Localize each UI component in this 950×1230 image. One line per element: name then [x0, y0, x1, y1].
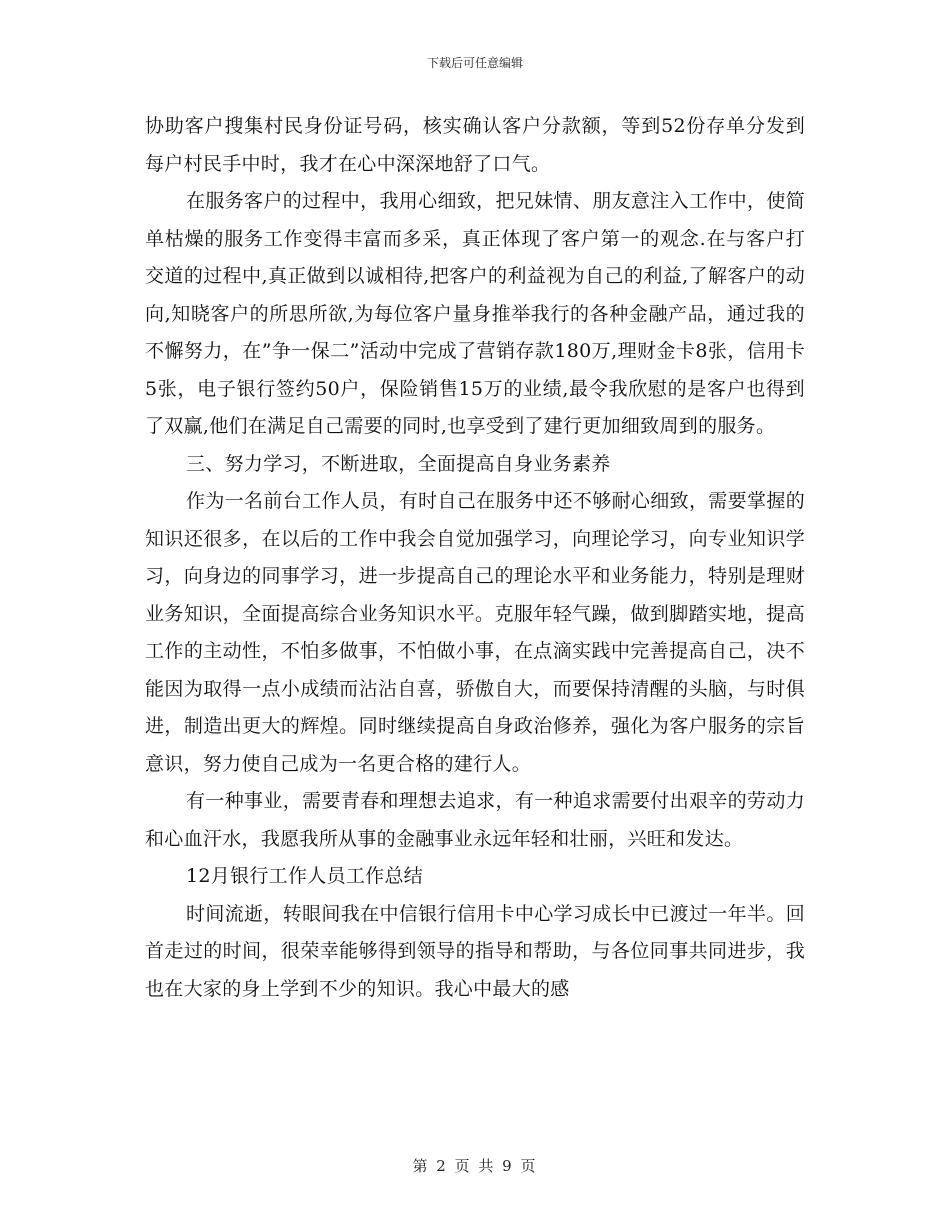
paragraph-customer-service: 在服务客户的过程中，我用心细致，把兄妹情、朋友意注入工作中，使简单枯燥的服务工作变得丰富而多采，真正体现了客户第一的观念.在与客户打交道的过程中,真正做到以诚相待,把客户的利益视为自己的利益,了解客户的动向,知晓客户的所思所欲,为每位客户量身推举我行的各种金融产品，通过我的不懈努力，在”争一保二”活动中完成了营销存款180万,理财金卡8张，信用卡5张，电子银行签约50户，保险销售15万的业绩,最令我欣慰的是客户也得到了双赢,他们在满足自己需要的同时,也享受到了建行更加细致周到的服务。 — [145, 190, 805, 437]
document-body — [145, 108, 805, 1008]
paragraph-self-improvement: 作为一名前台工作人员，有时自己在服务中还不够耐心细致，需要掌握的知识还很多，在以后的工作中我会自觉加强学习，向理论学习，向专业知识学习，向身边的同事学习，进一步提高自己的理论水平和业务能力，特别是理财业务知识，全面提高综合业务知识水平。克服年轻气躁，做到脚踏实地，提高工作的主动性，不怕多做事，不怕做小事，在点滴实践中完善提高自己，决不能因为取得一点小成绩而沾沾自喜，骄傲自大，而要保持清醒的头脑，与时俱进，制造出更大的辉煌。同时继续提高自身政治修养，强化为客户服务的宗旨意识，努力使自己成为一名更合格的建行人。 — [145, 490, 805, 775]
section-heading-study: 三、努力学习，不断进取，全面提高自身业务素养 — [186, 452, 611, 475]
paragraph-career-aspiration: 有一种事业，需要青春和理想去追求，有一种追求需要付出艰辛的劳动力和心血汗水，我愿我所从事的金融事业永远年轻和壮丽，兴旺和发达。 — [145, 790, 805, 850]
page-number: 第 2 页 共 9 页 — [412, 1157, 538, 1175]
paragraph-reflection: 时间流逝，转眼间我在中信银行信用卡中心学习成长中已渡过一年半。回首走过的时间，很荣幸能够得到领导的指导和帮助，与各位同事共同进步，我也在大家的身上学到不少的知识。我心中最大的感 — [145, 902, 805, 1000]
document-title-december-summary: 12月银行工作人员工作总结 — [186, 865, 424, 887]
paragraph-continuation: 协助客户搜集村民身份证号码，核实确认客户分款额，等到52份存单分发到每户村民手中时，我才在心中深深地舒了口气。 — [145, 115, 805, 175]
page-header-note: 下载后可任意编辑 — [426, 56, 523, 70]
